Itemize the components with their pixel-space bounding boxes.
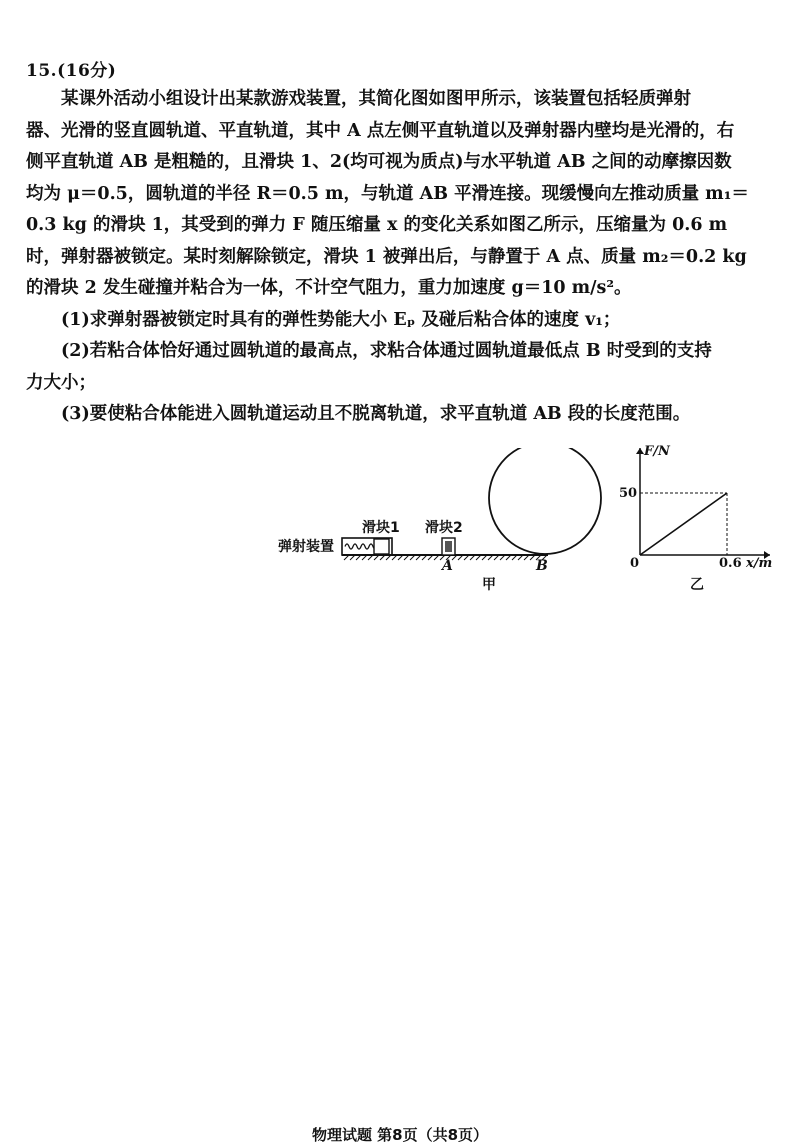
force-line [640,493,727,555]
slider-2-label: 滑块2 [425,520,463,536]
force-plot-group [640,493,727,555]
y-tick-label: 50 [619,486,638,501]
x-axis-label: x/m [746,556,773,571]
page-footer: 物理试题 第8页（共8页） [311,1126,489,1144]
origin-label: 0 [630,556,640,571]
figure-area [270,444,790,598]
intro-line-1: 某课外活动小组设计出某款游戏装置，其简化图如图甲所示，该装置包括轻质弹射 [61,89,691,109]
circular-track [489,448,601,554]
launcher-label: 弹射装置 [278,539,334,555]
intro-line-7: 的滑块 2 发生碰撞并粘合为一体，不计空气阻力，重力加速度 g＝10 m/s²。 [26,278,632,298]
intro-line-4: 均为 μ＝0.5，圆轨道的半径 R＝0.5 m，与轨道 AB 平滑连接。现缓慢向左推动质量 m₁＝ [26,183,749,204]
sub-question-2: (2)若粘合体恰好通过圆轨道的最高点，求粘合体通过圆轨道最低点 B 时受到的支持 [61,341,712,361]
slider-1-label: 滑块1 [362,520,400,536]
point-a-label: A [442,558,453,574]
intro-line-5: 0.3 kg 的滑块 1，其受到的弹力 F 随压缩量 x 的变化关系如图乙所示，压缩量为 0.6 m [26,215,728,235]
sub-question-3: (3)要使粘合体能进入圆轨道运动且不脱离轨道，求平直轨道 AB 段的长度范围。 [61,404,691,424]
question-body [26,84,778,431]
y-axis-arrow [636,448,644,454]
slider-1 [374,539,389,554]
sub-question-1: (1)求弹射器被锁定时具有的弹性势能大小 Eₚ 及碰后粘合体的速度 v₁； [61,309,621,330]
y-axis-label: F/N [644,444,670,459]
question-number: 15.(16分) [26,61,117,81]
sub-question-2-cont: 力大小； [26,372,96,393]
figure-yi-caption: 乙 [690,577,704,593]
track-diagram [270,448,790,598]
point-b-label: B [536,558,548,574]
slider-2-fill [445,541,452,552]
intro-line-6: 时，弹射器被锁定。某时刻解除锁定，滑块 1 被弹出后，与静置于 A 点、质量 m₂＝0.2 kg [26,246,747,267]
x-tick-label: 0.6 [719,556,742,571]
intro-line-3: 侧平直轨道 AB 是粗糙的，且滑块 1、2(均可视为质点)与水平轨道 AB 之间的动摩擦因数 [26,152,732,172]
spring-icon [345,544,377,549]
figure-jia-caption: 甲 [482,577,496,593]
intro-line-2: 器、光滑的竖直圆轨道、平直轨道，其中 A 点左侧平直轨道以及弹射器内壁均是光滑的，右 [26,120,735,141]
